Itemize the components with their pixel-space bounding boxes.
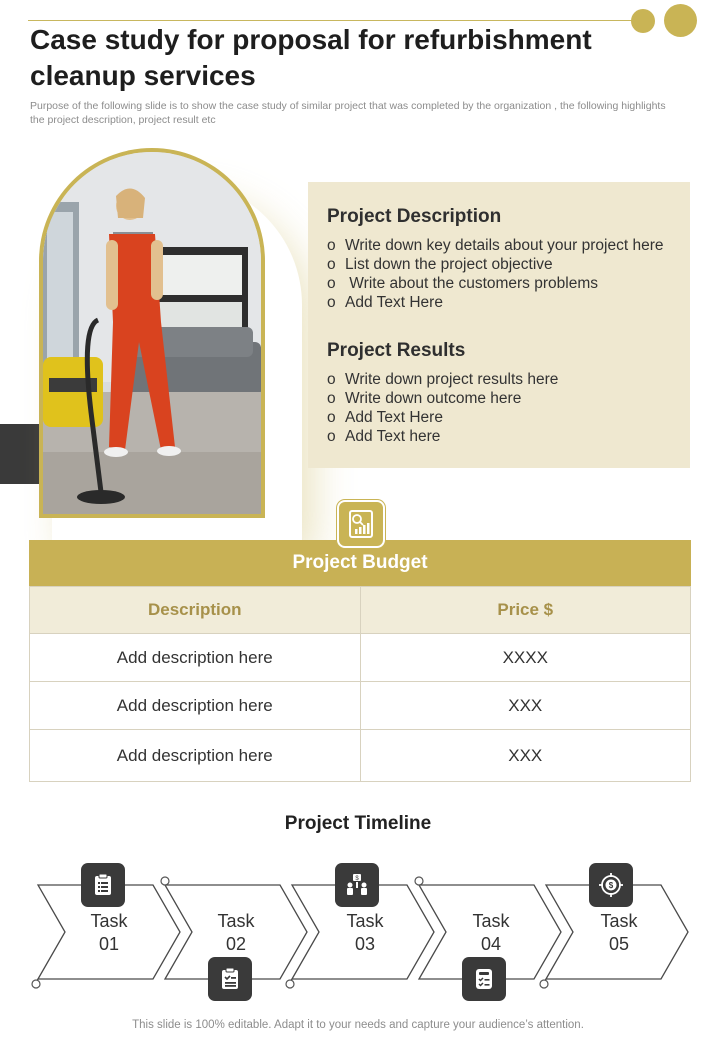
bullet-circle-icon: o xyxy=(327,409,336,426)
price-cell: XXX xyxy=(360,730,691,782)
timeline-dot xyxy=(32,980,40,988)
timeline-dot xyxy=(415,877,423,885)
task-label-1 xyxy=(74,910,144,956)
page-title: Case study for proposal for refurbishment cleanup services xyxy=(30,24,592,91)
svg-text:$: $ xyxy=(608,881,614,890)
task-label-2 xyxy=(201,910,271,956)
dollar-target-icon xyxy=(589,863,633,907)
table-header-row xyxy=(30,587,691,634)
decor-circle-large xyxy=(664,4,697,37)
timeline-dot xyxy=(286,980,294,988)
footer-note: This slide is 100% editable. Adapt it to your needs and capture your audience’s attention. xyxy=(132,1019,584,1031)
column-header-description: Description xyxy=(30,587,361,634)
table-row xyxy=(30,682,691,730)
chart-report-icon xyxy=(337,500,385,548)
list-item: o Add Text Here xyxy=(327,294,443,311)
list-item: o Write about the customers problems xyxy=(327,275,598,292)
table-row xyxy=(30,634,691,682)
task-label-5 xyxy=(584,910,654,956)
list-item: o Write down outcome here xyxy=(327,390,522,407)
list-item: o Write down key details about your project here xyxy=(327,237,664,254)
page-subtitle: Purpose of the following slide is to show the case study of similar project that was completed by the organization , the following highlights the project description, project result etc xyxy=(30,100,666,126)
project-description-heading: Project Description xyxy=(327,206,502,227)
task-word: Task 01 xyxy=(90,911,128,954)
project-description-list xyxy=(327,236,664,312)
price-cell: XXXX xyxy=(360,634,691,682)
side-tab xyxy=(0,424,39,484)
table-row xyxy=(30,730,691,782)
task-word: Task 02 xyxy=(217,911,255,954)
svg-text:$: $ xyxy=(355,876,359,882)
bullet-circle-icon: o xyxy=(327,275,336,292)
description-cell: Add description here xyxy=(30,634,361,682)
list-item: o Add Text here xyxy=(327,428,441,445)
bullet-circle-icon: o xyxy=(327,428,336,445)
task-word: Task 05 xyxy=(600,911,638,954)
task-word: Task 04 xyxy=(472,911,510,954)
list-item: o Add Text Here xyxy=(327,409,443,426)
bullet-circle-icon: o xyxy=(327,294,336,311)
description-cell: Add description here xyxy=(30,730,361,782)
bullet-circle-icon: o xyxy=(327,371,336,388)
task-label-3 xyxy=(330,910,400,956)
list-item: o List down the project objective xyxy=(327,256,553,273)
bullet-circle-icon: o xyxy=(327,390,336,407)
list-item: o Write down project results here xyxy=(327,371,559,388)
task-label-4 xyxy=(456,910,526,956)
column-header-price: Price $ xyxy=(360,587,691,634)
project-results-heading: Project Results xyxy=(327,340,466,361)
description-cell: Add description here xyxy=(30,682,361,730)
cleaner-photo xyxy=(43,152,261,514)
timeline-title: Project Timeline xyxy=(284,813,432,834)
price-cell: XXX xyxy=(360,682,691,730)
timeline-dot xyxy=(540,980,548,988)
top-rule xyxy=(28,20,640,21)
timeline-dot xyxy=(161,877,169,885)
task-word: Task 03 xyxy=(346,911,384,954)
photo-frame xyxy=(39,148,265,518)
bullet-circle-icon: o xyxy=(327,256,336,273)
budget-title: Project Budget xyxy=(29,540,691,586)
clipboard-icon xyxy=(81,863,125,907)
team-icon xyxy=(335,863,379,907)
clipboard-check-icon xyxy=(208,957,252,1001)
project-results-list xyxy=(327,370,558,446)
project-info-panel xyxy=(308,182,690,468)
photo-illustration xyxy=(43,152,261,514)
bullet-circle-icon: o xyxy=(327,237,336,254)
budget-table xyxy=(29,586,691,782)
checklist-icon xyxy=(462,957,506,1001)
